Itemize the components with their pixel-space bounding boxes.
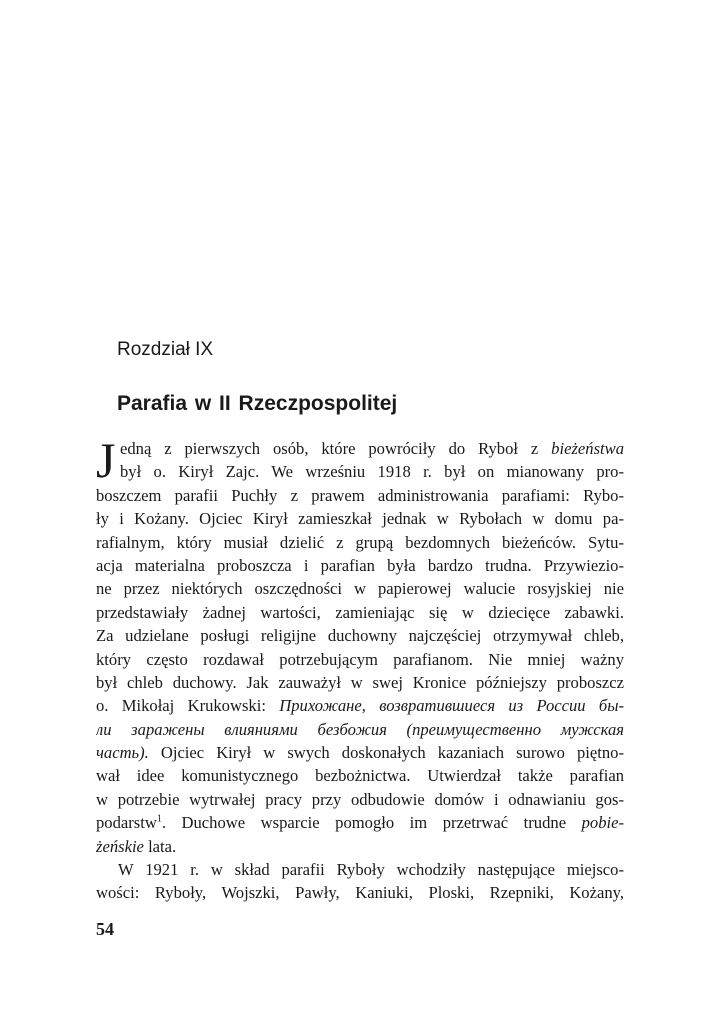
text-line: żeńskie lata. <box>96 836 177 856</box>
text-line: który często rozdawał potrzebującym parafianom. Nie mniej ważny <box>96 649 624 669</box>
text-line: Za udzielane posługi religijne duchowny najczęściej otrzymywał chleb, <box>96 626 624 646</box>
text-line: ły i Kożany. Ojciec Kirył zamieszkał jednak w Rybołach w domu pa- <box>96 509 624 529</box>
page-number: 54 <box>96 919 114 939</box>
text-line: ли заражены влияниями безбожия (преимущественно мужская <box>96 719 624 739</box>
text-line: przedstawiały żadnej wartości, zamieniając się w dziecięce zabawki. <box>96 602 624 622</box>
footnote-ref[interactable]: 1 <box>156 813 162 825</box>
body-text <box>96 432 624 905</box>
text-line: ne przez niektórych oszczędności w papierowej walucie rosyjskiej nie <box>96 579 624 599</box>
drop-cap: J <box>96 432 116 488</box>
text-line: часть). Ojciec Kirył w swych doskonałych kazaniach surowo piętno- <box>96 743 624 763</box>
text-line: edną z pierwszych osób, które powróciły do Ryboł z bieżeństwa <box>120 439 624 458</box>
text-line: W 1921 r. w skład parafii Ryboły wchodziły następujące miejsco- <box>118 860 624 880</box>
text-line: był chleb duchowy. Jak zauważył w swej Kronice późniejszy proboszcz <box>96 672 624 692</box>
text-line: podarstw$^1$. Duchowe wsparcie pomogło im przetrwać trudne pobie- <box>96 813 624 833</box>
chapter-title: Parafia w II Rzeczpospolitej <box>117 392 398 415</box>
text-line: o. Mikołaj Krukowski: Прихожане, возвратившиеся из России бы- <box>96 696 624 716</box>
text-line: boszczem parafii Puchły z prawem administrowania parafiami: Rybo- <box>96 485 624 505</box>
chapter-label: Rozdział IX <box>117 339 214 360</box>
text-line: wał idee komunistycznego bezbożnictwa. Utwierdzał także parafian <box>96 766 624 786</box>
text-line: był o. Kirył Zajc. We wrześniu 1918 r. był on mianowany pro- <box>120 462 624 482</box>
text-line: wości: Ryboły, Wojszki, Pawły, Kaniuki, Ploski, Rzepniki, Kożany, <box>96 883 624 903</box>
text-line: acja materialna proboszcza i parafian była bardzo trudna. Przywiezio- <box>96 555 624 575</box>
text-line: w potrzebie wytrwałej pracy przy odbudowie domów i odnawianiu gos- <box>96 789 624 809</box>
text-line: rafialnym, który musiał dzielić z grupą bezdomnych bieżeńców. Sytu- <box>96 532 624 552</box>
